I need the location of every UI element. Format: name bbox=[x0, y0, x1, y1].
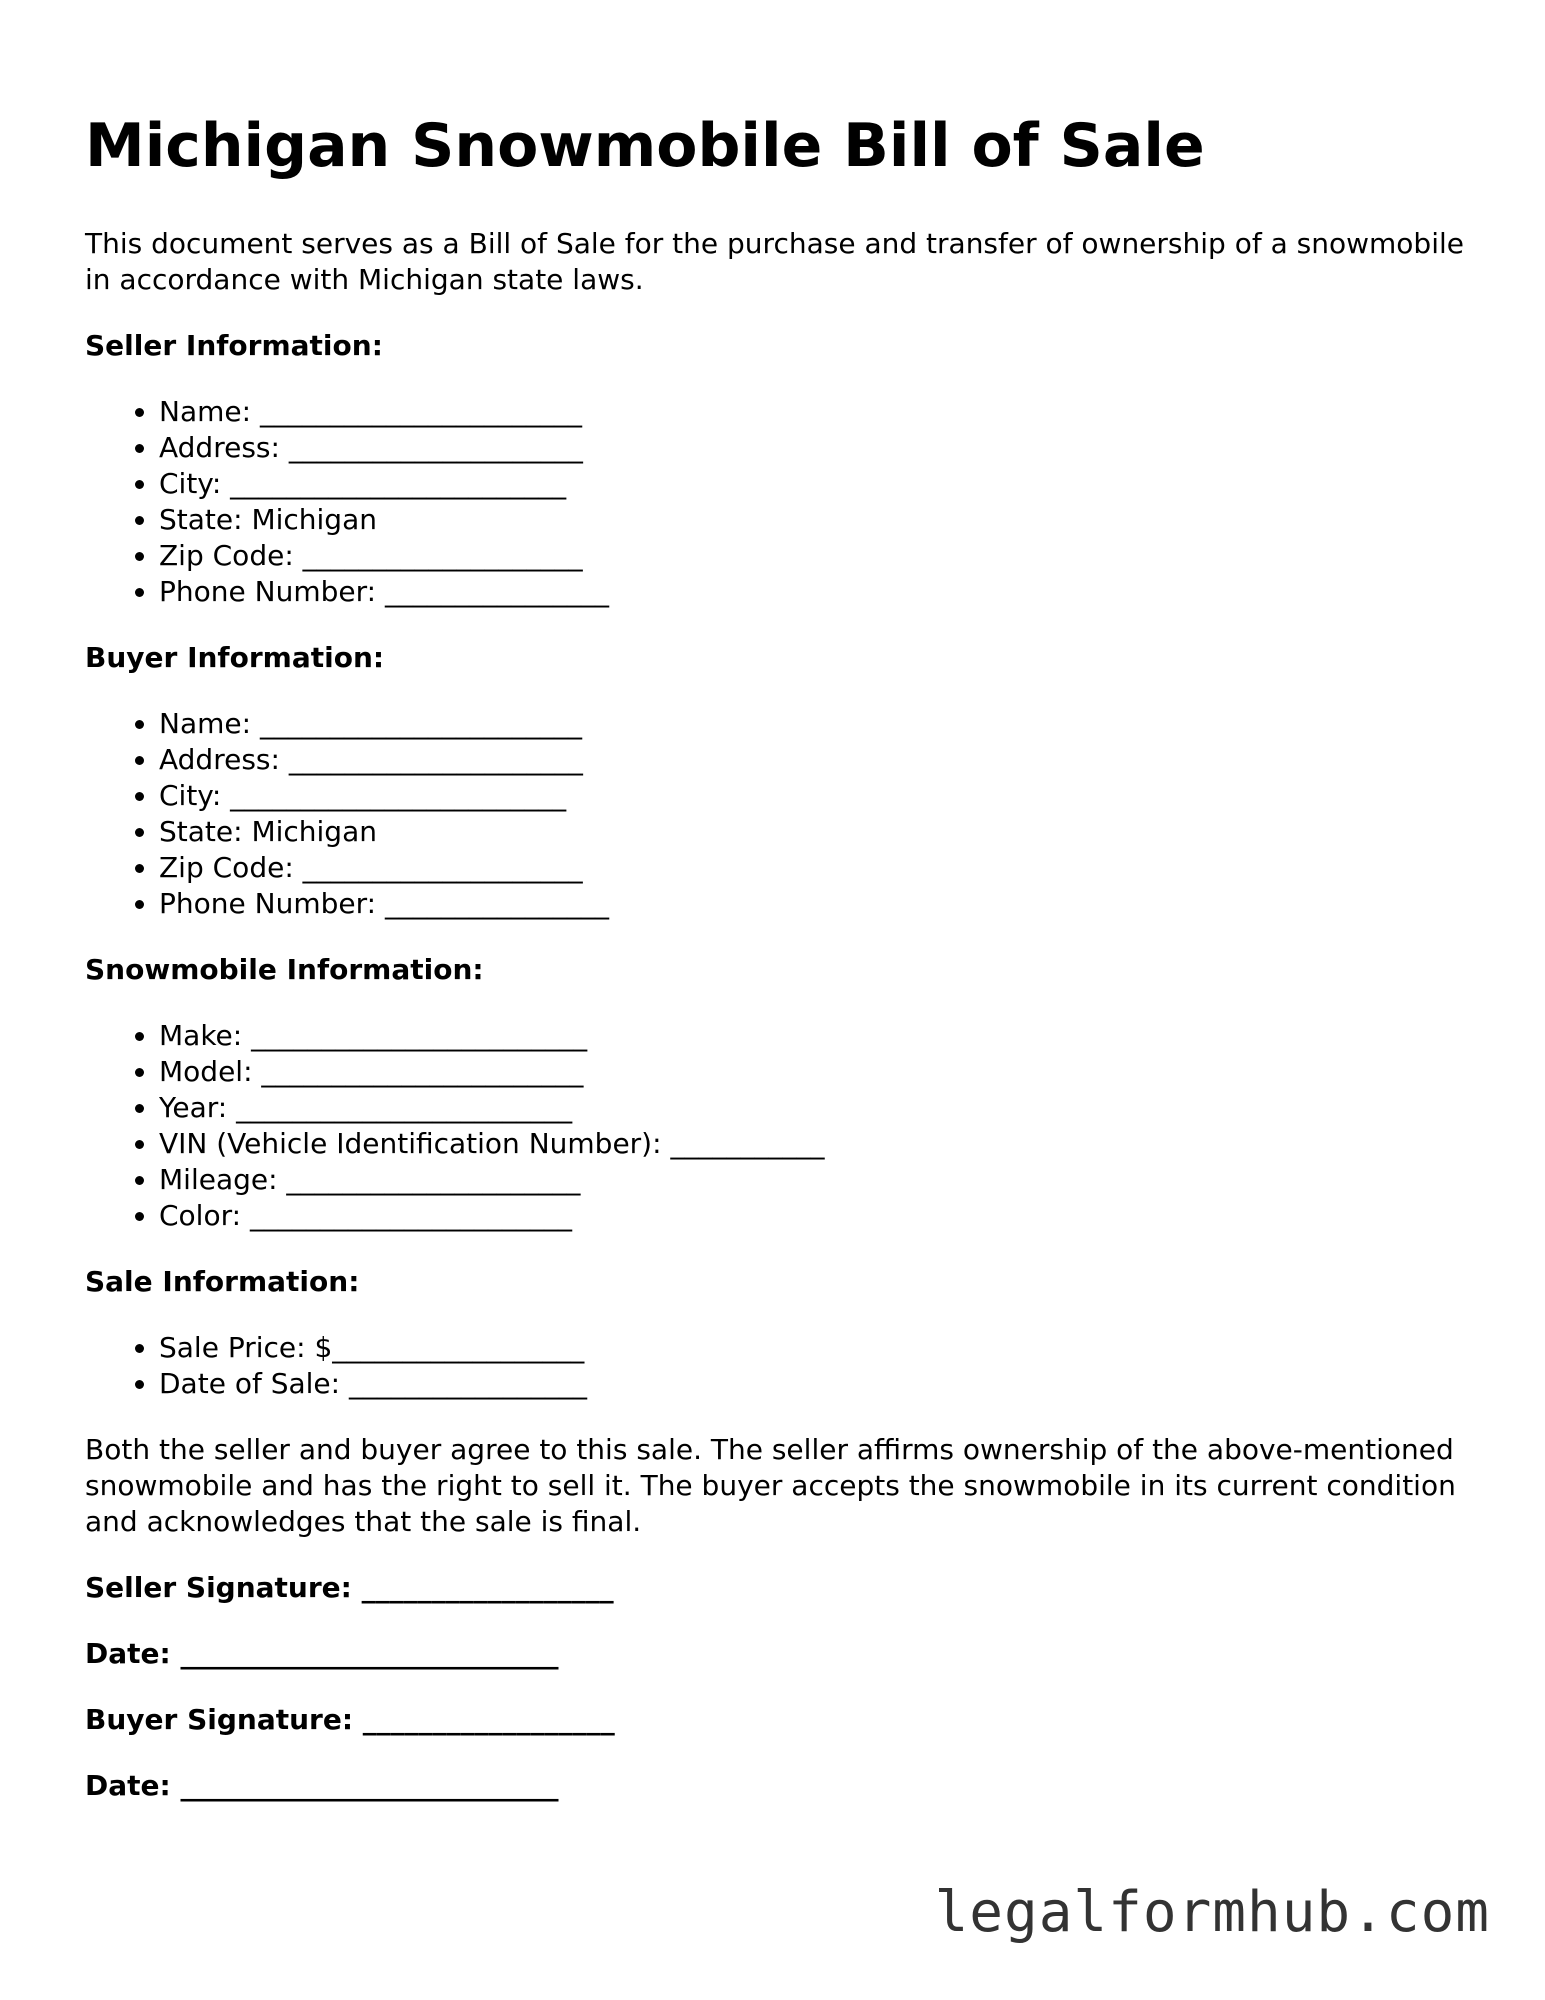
seller-name-field: • Name: _______________________ bbox=[159, 394, 1475, 430]
buyer-address-field: • Address: _____________________ bbox=[159, 742, 1475, 778]
buyer-city-field: • City: ________________________ bbox=[159, 778, 1475, 814]
document-title: Michigan Snowmobile Bill of Sale bbox=[85, 111, 1205, 181]
buyer-name-field: • Name: _______________________ bbox=[159, 706, 1475, 742]
agreement-paragraph: Both the seller and buyer agree to this sale. The seller affirms ownership of the above-mentioned snowmobile and has the right to sell it. The buyer accepts the snowmobile in its current condition and acknowledges that the sale is final. bbox=[85, 1433, 1456, 1538]
sale-price-field: • Sale Price: $__________________ bbox=[159, 1330, 1475, 1366]
buyer-zip-field: • Zip Code: ____________________ bbox=[159, 850, 1475, 886]
buyer-phone-field: • Phone Number: ________________ bbox=[159, 886, 1475, 922]
snowmobile-model-field: • Model: _______________________ bbox=[159, 1054, 1475, 1090]
intro-paragraph: This document serves as a Bill of Sale for the purchase and transfer of ownership of a snowmobile in accordance with Michigan state laws. bbox=[85, 227, 1464, 296]
buyer-signature-line: Buyer Signature: __________________ bbox=[85, 1703, 615, 1736]
seller-heading: Seller Information: bbox=[85, 329, 383, 362]
seller-city-field: • City: ________________________ bbox=[159, 466, 1475, 502]
site-watermark: legalformhub.com bbox=[934, 1880, 1490, 1945]
sale-heading: Sale Information: bbox=[85, 1265, 360, 1298]
seller-date-line: Date: ___________________________ bbox=[85, 1637, 559, 1670]
seller-zip-field: • Zip Code: ____________________ bbox=[159, 538, 1475, 574]
buyer-date-line: Date: ___________________________ bbox=[85, 1769, 559, 1802]
snowmobile-color-field: • Color: _______________________ bbox=[159, 1198, 1475, 1234]
sale-date-field: • Date of Sale: _________________ bbox=[159, 1366, 1475, 1402]
buyer-state-field: • State: Michigan bbox=[159, 814, 1475, 850]
seller-phone-field: • Phone Number: ________________ bbox=[159, 574, 1475, 610]
seller-list bbox=[85, 394, 1475, 610]
buyer-heading: Buyer Information: bbox=[85, 641, 385, 674]
snowmobile-make-field: • Make: ________________________ bbox=[159, 1018, 1475, 1054]
snowmobile-heading: Snowmobile Information: bbox=[85, 953, 484, 986]
snowmobile-vin-field: • VIN (Vehicle Identification Number): ___________ bbox=[159, 1126, 1475, 1162]
seller-state-field: • State: Michigan bbox=[159, 502, 1475, 538]
snowmobile-mileage-field: • Mileage: _____________________ bbox=[159, 1162, 1475, 1198]
seller-address-field: • Address: _____________________ bbox=[159, 430, 1475, 466]
snowmobile-list bbox=[85, 1018, 1475, 1234]
sale-list bbox=[85, 1330, 1475, 1402]
seller-signature-line: Seller Signature: __________________ bbox=[85, 1571, 614, 1604]
document-page bbox=[85, 108, 1475, 1834]
snowmobile-year-field: • Year: ________________________ bbox=[159, 1090, 1475, 1126]
buyer-list bbox=[85, 706, 1475, 922]
